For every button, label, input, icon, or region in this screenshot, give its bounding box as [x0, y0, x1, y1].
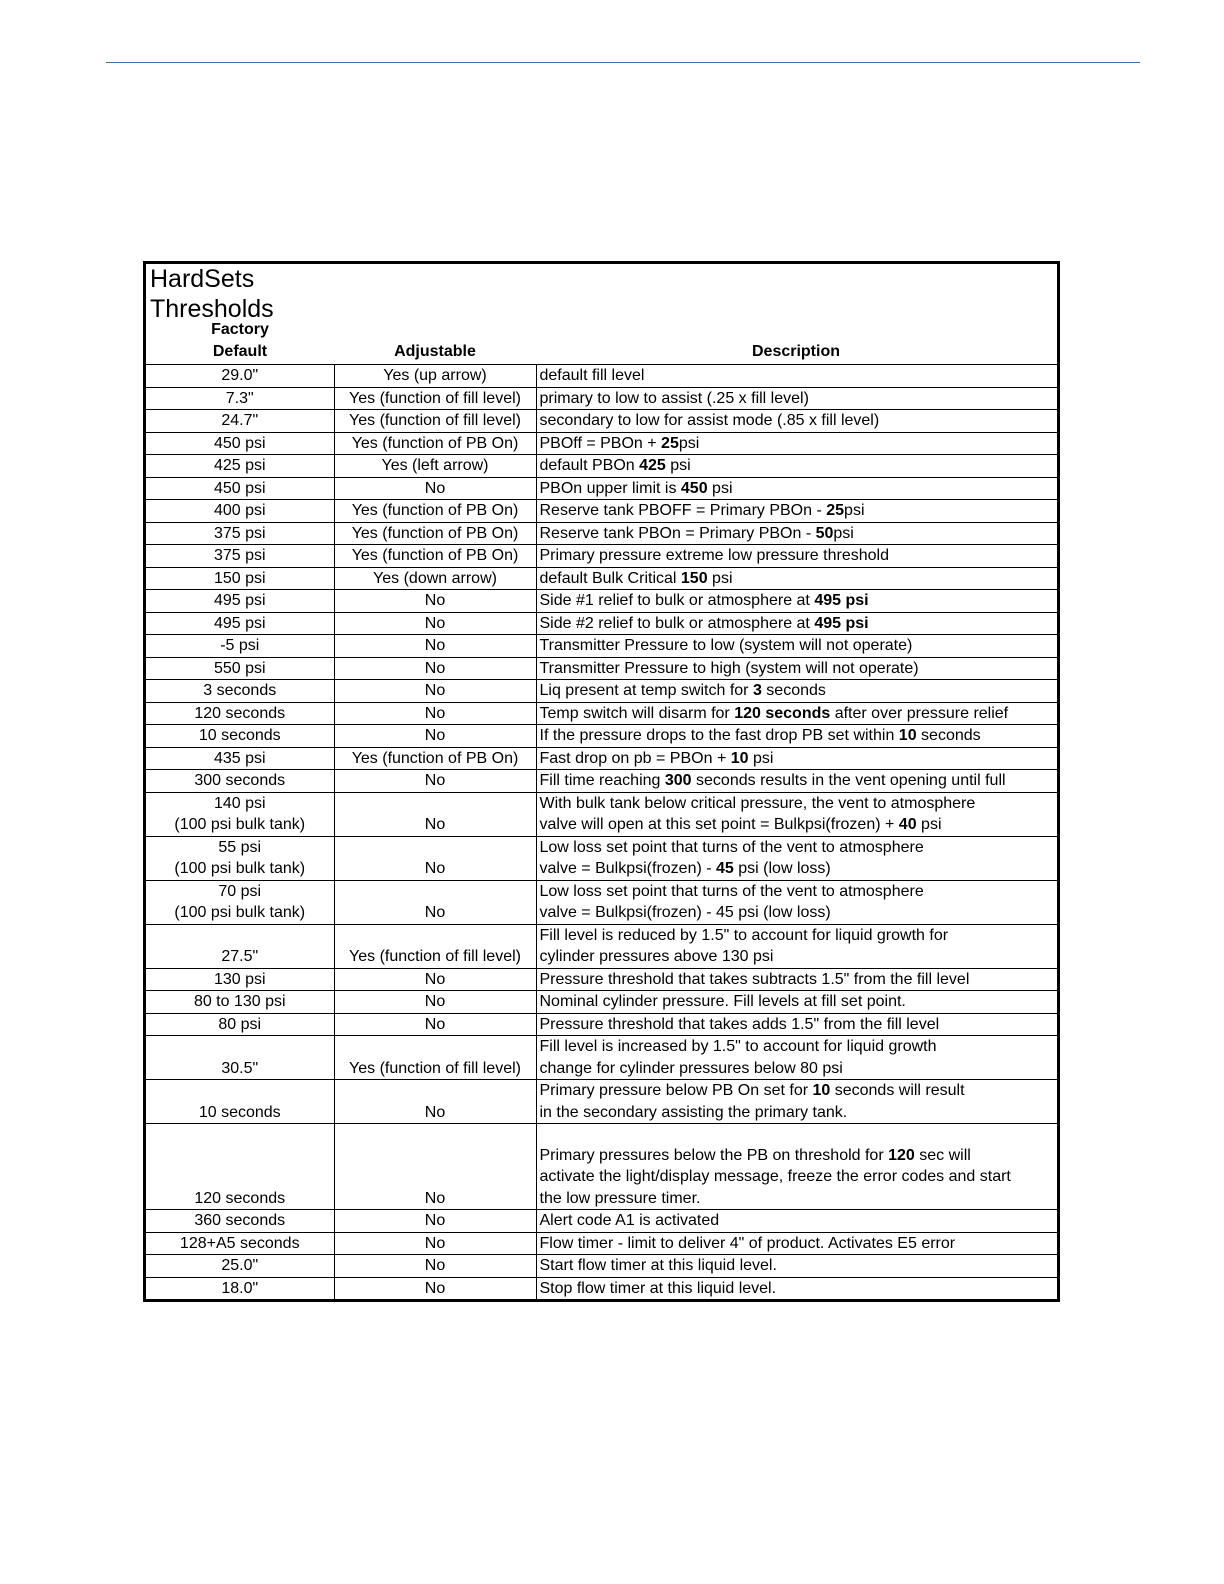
factory-default-cell: [146, 1255, 334, 1278]
adjustable-cell: Yes (left arrow): [334, 455, 536, 478]
description-line: [540, 500, 1058, 522]
description-cell: [536, 1210, 1057, 1233]
factory-default-value: (100 psi bulk tank): [174, 816, 306, 833]
adjustable-cell: Yes (function of PB On): [334, 522, 536, 545]
adjustable-cell: Yes (function of PB On): [334, 432, 536, 455]
description-text: valve = Bulkpsi(frozen) - 45 psi (low loss): [539, 904, 831, 921]
table-row: [146, 545, 1057, 568]
description-text: Primary pressure extreme low pressure threshold: [539, 547, 889, 564]
adjustable-cell: No: [334, 1013, 536, 1036]
description-cell: [536, 432, 1057, 455]
description-line: [540, 388, 1058, 410]
description-emphasis: 25: [826, 502, 845, 519]
description-emphasis: 50: [815, 524, 834, 542]
adjustable-cell: Yes (function of fill level): [334, 1036, 536, 1080]
adjustable-cell: No: [334, 657, 536, 680]
description-text: Flow timer - limit to deliver 4" of product. Activates E5 error: [539, 1234, 956, 1252]
description-text: valve = Bulkpsi(frozen) -: [539, 860, 717, 877]
description-text: the low pressure timer.: [539, 1189, 701, 1207]
table-row: [146, 612, 1057, 635]
factory-default-cell: [146, 725, 334, 748]
table-row: [146, 1277, 1057, 1299]
description-emphasis: 10: [812, 1082, 831, 1099]
description-cell: [536, 455, 1057, 478]
factory-default-value: 70 psi: [218, 882, 262, 900]
description-text: Reserve tank PBOn = Primary PBOn -: [539, 524, 816, 542]
factory-default-value: 10 seconds: [198, 727, 281, 744]
column-header-adjustable: Adjustable: [394, 343, 476, 360]
description-cell: [536, 657, 1057, 680]
adjustable-cell: Yes (function of PB On): [334, 500, 536, 523]
adjustable-cell: No: [334, 1080, 536, 1124]
description-line: [540, 969, 1058, 991]
table-row: [146, 747, 1057, 770]
description-cell: [536, 387, 1057, 410]
table-row: [146, 702, 1057, 725]
description-text: With bulk tank below critical pressure, the vent to atmosphere: [539, 794, 976, 812]
description-line: [540, 1036, 1058, 1058]
table-row: [146, 567, 1057, 590]
factory-default-cell: [146, 477, 334, 500]
factory-default-cell: [146, 792, 334, 836]
factory-default-cell: [146, 522, 334, 545]
description-cell: [536, 924, 1057, 968]
description-text: default fill level: [539, 367, 645, 384]
header-rule: [106, 62, 1140, 63]
description-cell: [536, 410, 1057, 433]
factory-default-value: 24.7": [221, 412, 259, 429]
factory-default-cell: [146, 770, 334, 793]
description-cell: [536, 680, 1057, 703]
factory-default-value: 80 psi: [218, 1015, 262, 1033]
adjustable-cell: No: [334, 880, 536, 924]
description-cell: [536, 747, 1057, 770]
description-text: primary to low to assist (.25 x fill level): [539, 389, 809, 407]
description-cell: [536, 1036, 1057, 1080]
factory-default-cell: [146, 1124, 334, 1210]
table-row: [146, 1013, 1057, 1036]
table-row: [146, 365, 1057, 387]
factory-default-value: 495 psi: [213, 614, 266, 632]
adjustable-cell: Yes (function of fill level): [334, 410, 536, 433]
factory-default-cell: [146, 1080, 334, 1124]
factory-default-value: 80 to 130 psi: [193, 993, 286, 1010]
description-text: Liq present at temp switch for: [539, 682, 753, 699]
description-cell: [536, 1080, 1057, 1124]
adjustable-cell: Yes (function of fill level): [334, 387, 536, 410]
table-row: [146, 725, 1057, 748]
adjustable-cell: Yes (down arrow): [334, 567, 536, 590]
description-cell: [536, 1013, 1057, 1036]
description-cell: [536, 567, 1057, 590]
column-header-description: Description: [751, 343, 840, 360]
factory-default-value: 25.0": [221, 1257, 259, 1274]
description-line: [540, 837, 1058, 859]
description-text: PBOff = PBOn +: [539, 434, 662, 452]
factory-default-cell: [146, 410, 334, 433]
description-line: [540, 814, 1058, 836]
table-row: [146, 680, 1057, 703]
table-row: [146, 432, 1057, 455]
table-row: [146, 1080, 1057, 1124]
description-line: [540, 590, 1058, 612]
table-row: [146, 836, 1057, 880]
factory-default-cell: [146, 657, 334, 680]
description-text: Fast drop on pb = PBOn +: [539, 749, 731, 767]
factory-default-cell: [146, 387, 334, 410]
factory-default-cell: [146, 991, 334, 1014]
table-row: [146, 387, 1057, 410]
description-text: Fill level is increased by 1.5" to account for liquid growth: [539, 1038, 937, 1055]
description-text: Stop flow timer at this liquid level.: [539, 1279, 777, 1297]
adjustable-cell: No: [334, 836, 536, 880]
description-cell: [536, 1232, 1057, 1255]
table-row: [146, 770, 1057, 793]
factory-default-cell: [146, 747, 334, 770]
column-header-line: Factory: [211, 321, 269, 338]
adjustable-cell: No: [334, 635, 536, 658]
adjustable-cell: No: [334, 1124, 536, 1210]
description-emphasis: 300: [664, 772, 692, 789]
adjustable-cell: Yes (function of PB On): [334, 747, 536, 770]
factory-default-value: 128+A5 seconds: [179, 1234, 300, 1252]
description-cell: [536, 702, 1057, 725]
description-text: after over pressure relief: [830, 704, 1009, 722]
description-line: [540, 793, 1058, 815]
factory-default-value: 435 psi: [213, 749, 266, 767]
table-body: [146, 365, 1057, 1299]
description-text: Nominal cylinder pressure. Fill levels at fill set point.: [539, 993, 906, 1010]
description-line: [540, 658, 1058, 680]
table-row: [146, 477, 1057, 500]
description-line: [540, 1102, 1058, 1124]
description-line: [540, 902, 1058, 924]
factory-default-cell: [146, 455, 334, 478]
table-row: [146, 991, 1057, 1014]
description-emphasis: 425: [639, 457, 666, 474]
description-emphasis: 40: [898, 816, 917, 833]
description-text: psi: [707, 479, 733, 497]
description-emphasis: 45: [716, 860, 734, 877]
description-text: Pressure threshold that takes subtracts 1.5" from the fill level: [539, 970, 970, 988]
factory-default-cell: [146, 702, 334, 725]
description-text: change for cylinder pressures below 80 psi: [539, 1059, 843, 1077]
table-row: [146, 1036, 1057, 1080]
description-line: [540, 881, 1058, 903]
table-row: [146, 968, 1057, 991]
description-text: If the pressure drops to the fast drop PB set within: [539, 727, 899, 744]
description-text: default Bulk Critical: [539, 569, 681, 587]
adjustable-cell: No: [334, 702, 536, 725]
description-text: Primary pressures below the PB on threshold for: [539, 1146, 889, 1164]
description-text: Pressure threshold that takes adds 1.5" from the fill level: [539, 1015, 940, 1033]
table-row: [146, 924, 1057, 968]
description-text: Fill level is reduced by 1.5" to account for liquid growth for: [539, 926, 949, 944]
thresholds-table: [146, 365, 1057, 1299]
table-row: [146, 792, 1057, 836]
adjustable-cell: No: [334, 1232, 536, 1255]
description-text: Reserve tank PBOFF = Primary PBOn -: [539, 502, 827, 519]
description-text: Start flow timer at this liquid level.: [539, 1257, 777, 1274]
adjustable-cell: No: [334, 1255, 536, 1278]
description-cell: [536, 880, 1057, 924]
description-line: [540, 1233, 1058, 1255]
description-line: [540, 748, 1058, 770]
description-line: [540, 1255, 1058, 1277]
table-row: [146, 455, 1057, 478]
factory-default-value: 550 psi: [213, 659, 266, 677]
factory-default-cell: [146, 1013, 334, 1036]
factory-default-value: (100 psi bulk tank): [174, 860, 306, 877]
description-line: [540, 1278, 1058, 1300]
description-line: [540, 1188, 1058, 1210]
factory-default-value: 450 psi: [213, 434, 266, 452]
description-text: Alert code A1 is activated: [539, 1212, 720, 1229]
description-cell: [536, 770, 1057, 793]
adjustable-cell: No: [334, 1210, 536, 1233]
description-emphasis: 150: [680, 569, 708, 587]
factory-default-value: 360 seconds: [194, 1212, 286, 1229]
table-row: [146, 1232, 1057, 1255]
description-cell: [536, 836, 1057, 880]
description-text: sec will: [914, 1146, 971, 1164]
description-cell: [536, 1277, 1057, 1299]
description-line: [540, 635, 1058, 657]
description-text: Low loss set point that turns of the vent to atmosphere: [539, 838, 924, 856]
factory-default-value: 18.0": [221, 1279, 259, 1297]
description-text: PBOn upper limit is: [539, 479, 681, 497]
description-text: Side #1 relief to bulk or atmosphere at: [539, 592, 815, 609]
table-row: [146, 635, 1057, 658]
description-line: [540, 946, 1058, 968]
factory-default-cell: [146, 880, 334, 924]
factory-default-value: 55 psi: [218, 838, 262, 856]
factory-default-cell: [146, 500, 334, 523]
factory-default-value: 7.3": [225, 389, 254, 407]
description-text: seconds results in the vent opening until full: [691, 772, 1006, 789]
adjustable-cell: No: [334, 770, 536, 793]
description-line: [540, 1058, 1058, 1080]
factory-default-value: 120 seconds: [194, 704, 286, 722]
description-line: [540, 613, 1058, 635]
description-emphasis: 25: [661, 434, 679, 452]
factory-default-cell: [146, 1036, 334, 1080]
factory-default-cell: [146, 590, 334, 613]
factory-default-value: 450 psi: [213, 479, 266, 497]
adjustable-cell: Yes (up arrow): [334, 365, 536, 387]
description-line: [540, 1210, 1058, 1232]
adjustable-cell: No: [334, 612, 536, 635]
factory-default-cell: [146, 1232, 334, 1255]
description-cell: [536, 991, 1057, 1014]
factory-default-value: 130 psi: [213, 970, 266, 988]
description-line: [540, 410, 1058, 432]
description-cell: [536, 500, 1057, 523]
table-row: [146, 522, 1057, 545]
description-text: psi: [707, 569, 733, 587]
description-cell: [536, 792, 1057, 836]
factory-default-value: 120 seconds: [194, 1189, 286, 1207]
description-emphasis: 10: [898, 727, 917, 744]
table-row: [146, 1255, 1057, 1278]
factory-default-cell: [146, 567, 334, 590]
factory-default-cell: [146, 545, 334, 568]
table-subtitle: Thresholds: [150, 295, 274, 323]
factory-default-value: 375 psi: [213, 524, 266, 542]
description-line: [540, 1014, 1058, 1036]
description-cell: [536, 612, 1057, 635]
description-line: [540, 523, 1058, 545]
factory-default-cell: [146, 612, 334, 635]
description-cell: [536, 545, 1057, 568]
factory-default-value: 150 psi: [213, 569, 266, 587]
factory-default-value: 400 psi: [213, 502, 266, 519]
adjustable-cell: No: [334, 680, 536, 703]
factory-default-value: 425 psi: [213, 457, 266, 474]
description-text: seconds: [916, 727, 981, 744]
description-cell: [536, 590, 1057, 613]
factory-default-value: 3 seconds: [203, 682, 277, 699]
description-line: [540, 365, 1058, 387]
description-line: [540, 991, 1058, 1013]
description-text: psi: [833, 524, 854, 542]
description-line: [540, 1166, 1058, 1188]
description-cell: [536, 725, 1057, 748]
description-cell: [536, 365, 1057, 387]
factory-default-cell: [146, 1277, 334, 1299]
factory-default-cell: [146, 432, 334, 455]
description-text: Transmitter Pressure to high (system will not operate): [539, 659, 919, 677]
column-header-line: Default: [212, 343, 268, 360]
adjustable-cell: No: [334, 590, 536, 613]
adjustable-cell: No: [334, 968, 536, 991]
table-row: [146, 410, 1057, 433]
factory-default-value: 495 psi: [213, 592, 266, 609]
description-line: [540, 1080, 1058, 1102]
description-text: psi (low loss): [733, 860, 831, 877]
description-text: psi: [916, 816, 942, 833]
description-text: psi: [678, 434, 700, 452]
description-line: [540, 433, 1058, 455]
table-title: HardSets: [150, 265, 255, 293]
factory-default-value: (100 psi bulk tank): [174, 904, 306, 921]
factory-default-cell: [146, 924, 334, 968]
factory-default-value: 30.5": [221, 1059, 259, 1077]
description-text: in the secondary assisting the primary tank.: [539, 1103, 848, 1121]
table-row: [146, 1124, 1057, 1210]
adjustable-cell: No: [334, 477, 536, 500]
description-emphasis: 120 seconds: [734, 704, 831, 722]
description-line: [540, 568, 1058, 590]
description-text: cylinder pressures above 130 psi: [539, 948, 774, 965]
description-text: Transmitter Pressure to low (system will not operate): [539, 637, 913, 654]
description-text: Fill time reaching: [539, 772, 665, 789]
table-row: [146, 590, 1057, 613]
description-emphasis: 10: [730, 749, 749, 767]
description-cell: [536, 1124, 1057, 1210]
factory-default-cell: [146, 968, 334, 991]
factory-default-value: 27.5": [221, 948, 259, 965]
factory-default-value: 300 seconds: [194, 772, 286, 789]
factory-default-cell: [146, 836, 334, 880]
description-line: [540, 478, 1058, 500]
description-line: [540, 455, 1058, 477]
adjustable-cell: Yes (function of fill level): [334, 924, 536, 968]
factory-default-cell: [146, 635, 334, 658]
description-text: Temp switch will disarm for: [539, 704, 735, 722]
description-emphasis: 495 psi: [814, 614, 869, 632]
column-header-factory-default: [146, 319, 334, 363]
table-row: [146, 880, 1057, 924]
factory-default-cell: [146, 680, 334, 703]
factory-default-value: 29.0": [221, 367, 259, 384]
description-cell: [536, 635, 1057, 658]
adjustable-cell: No: [334, 792, 536, 836]
description-text: seconds: [761, 682, 826, 699]
description-text: seconds will result: [830, 1082, 965, 1099]
description-text: psi: [665, 457, 691, 474]
adjustable-cell: No: [334, 991, 536, 1014]
factory-default-value: 140 psi: [213, 794, 266, 812]
description-line: [540, 770, 1058, 792]
description-text: psi: [748, 749, 774, 767]
description-cell: [536, 522, 1057, 545]
description-cell: [536, 477, 1057, 500]
description-text: Primary pressure below PB On set for: [539, 1082, 813, 1099]
adjustable-cell: No: [334, 1277, 536, 1299]
description-text: valve will open at this set point = Bulkpsi(frozen) +: [539, 816, 899, 833]
table-row: [146, 500, 1057, 523]
description-cell: [536, 968, 1057, 991]
hardsets-thresholds-table: [143, 261, 1060, 1302]
description-text: activate the light/display message, freeze the error codes and start: [539, 1168, 1011, 1185]
description-line: [540, 680, 1058, 702]
description-line: [540, 858, 1058, 880]
description-text: default PBOn: [539, 457, 640, 474]
factory-default-value: 375 psi: [213, 547, 266, 564]
description-emphasis: 120: [888, 1146, 915, 1164]
factory-default-value: -5 psi: [220, 637, 260, 654]
table-row: [146, 657, 1057, 680]
description-line: [540, 545, 1058, 567]
adjustable-cell: Yes (function of PB On): [334, 545, 536, 568]
description-text: secondary to low for assist mode (.85 x fill level): [539, 412, 880, 429]
description-line: [540, 703, 1058, 725]
description-emphasis: 450: [680, 479, 708, 497]
table-header: [146, 264, 1057, 365]
factory-default-cell: [146, 1210, 334, 1233]
description-text: psi: [844, 502, 865, 519]
description-text: Side #2 relief to bulk or atmosphere at: [539, 614, 815, 632]
description-line: [540, 925, 1058, 947]
description-cell: [536, 1255, 1057, 1278]
description-text: Low loss set point that turns of the vent to atmosphere: [539, 882, 924, 900]
factory-default-value: 10 seconds: [198, 1103, 281, 1121]
description-line: [540, 725, 1058, 747]
factory-default-cell: [146, 365, 334, 387]
adjustable-cell: No: [334, 725, 536, 748]
table-row: [146, 1210, 1057, 1233]
description-emphasis: 495 psi: [814, 592, 869, 609]
description-emphasis: 3: [752, 682, 762, 699]
description-line: [540, 1145, 1058, 1167]
